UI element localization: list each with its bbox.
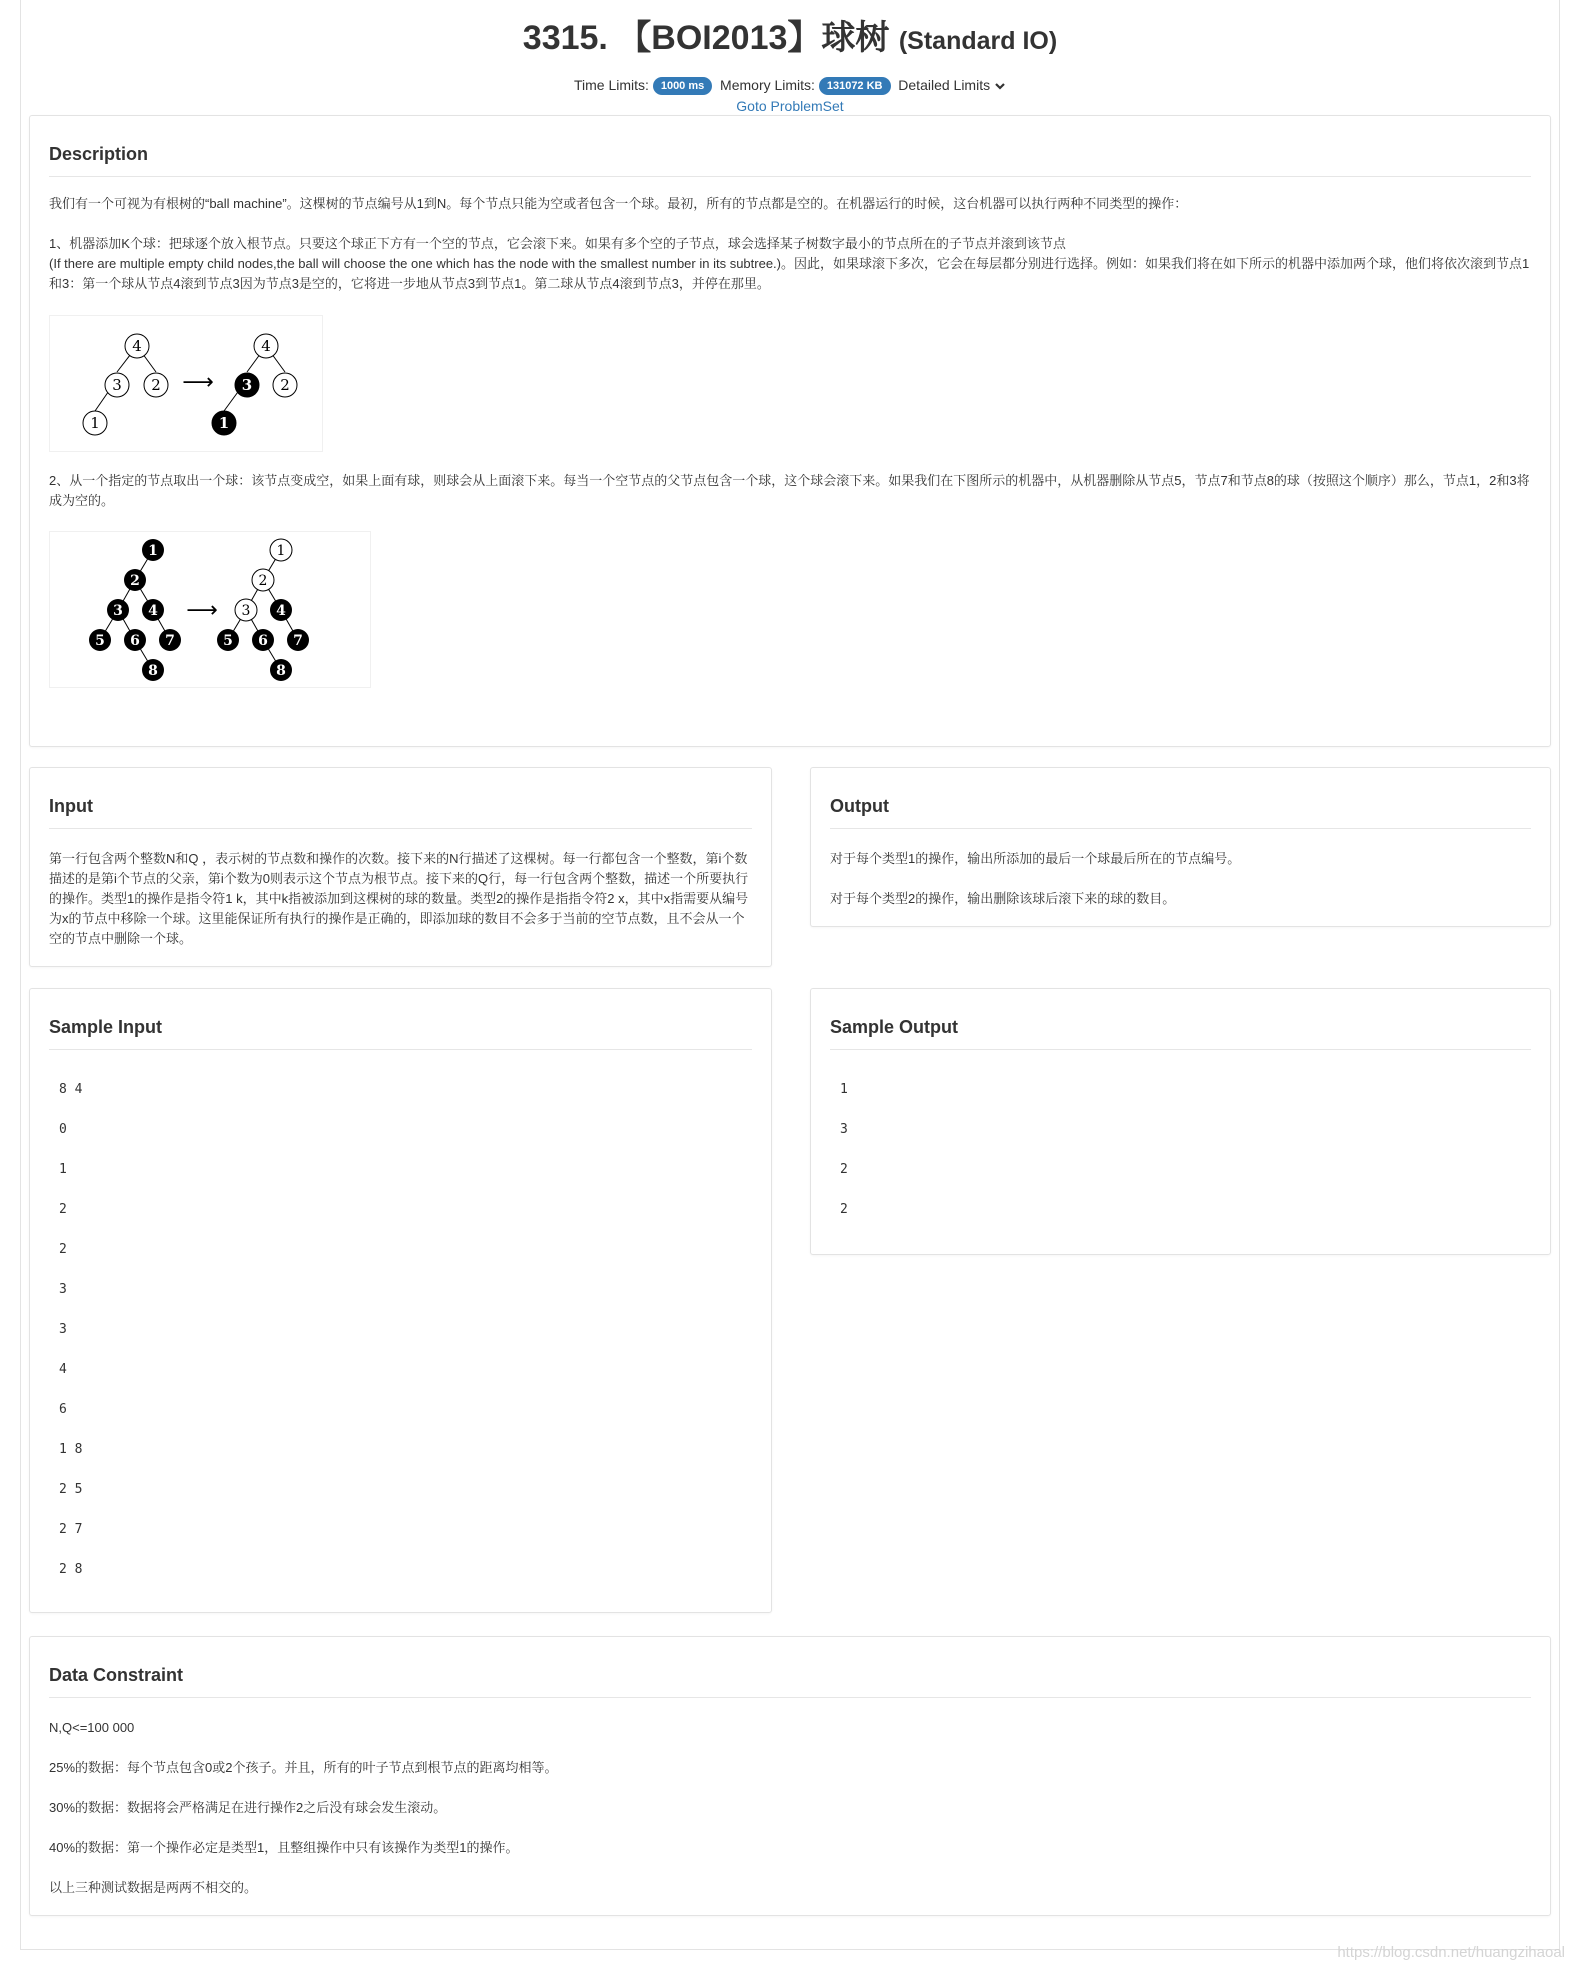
sample-output-line: 1 [840, 1082, 848, 1097]
fig1-right-label-1: 1 [218, 414, 230, 432]
sample-output-line: 3 [840, 1122, 848, 1137]
fig2-left-label-8: 8 [148, 663, 158, 679]
description-paragraph-1: 我们有一个可视为有根树的“ball machine”。这棵树的节点编号从1到N。每个节点只能为空或者包含一个球。最初，所有的节点都是空的。在机器运行的时候，这台机器可以执行两种不同类型的操作： [49, 196, 1188, 211]
sample-output-line: 2 [840, 1202, 848, 1217]
detailed-limits-label: Detailed Limits [898, 77, 991, 93]
sample-input-line: 2 [59, 1202, 67, 1217]
fig2-right-label-5: 5 [223, 633, 233, 649]
fig2-left-label-2: 2 [130, 573, 140, 589]
fig2-right-label-8: 8 [276, 663, 286, 679]
constraint-line: 25%的数据：每个节点包含0或2个孩子。并且，所有的叶子节点到根节点的距离均相等。 [49, 1760, 558, 1775]
problem-header [21, 0, 1559, 116]
sample-input-block [49, 1080, 752, 1580]
ball-machine-figure-2 [49, 531, 371, 688]
fig1-left-label-4: 4 [132, 337, 142, 355]
sample-input-line: 8 4 [59, 1082, 83, 1097]
output-heading: Output [830, 794, 1531, 829]
title-subtitle: (Standard IO) [898, 27, 1058, 55]
fig1-arrow: ⟶ [182, 370, 214, 395]
fig2-right-label-3: 3 [241, 603, 251, 619]
detailed-limits-toggle[interactable] [898, 77, 1006, 93]
chevron-down-icon [994, 76, 1006, 96]
sample-output-line: 2 [840, 1162, 848, 1177]
input-text: 第一行包含两个整数N和Q ，表示树的节点数和操作的次数。接下来的N行描述了这棵树。每一行都包含一个整数，第i个数描述的是第i个节点的父亲，第i个数为0则表示这个节点为根节点。接下来的Q行，每一行包含两个整数，描述一个所要执行的操作。类型1的操作是指令符1 k，其中k指被添加到这棵树的球的数量。类型2的操作是指指令符2 x，其中x指需要从编号为x的节点中移除一个球。这里能保证所有执行的操作是正确的，即添加球的数目不会多于当前的空节点数，且不会从一个空的节点中删除一个球。 [49, 851, 749, 946]
sample-input-line: 3 [59, 1322, 67, 1337]
memory-limit-badge: 131072 KB [819, 77, 891, 95]
sample-input-heading: Sample Input [49, 1015, 752, 1050]
sample-input-line: 2 [59, 1242, 67, 1257]
sample-input-line: 2 7 [59, 1522, 83, 1537]
sample-input-line: 2 5 [59, 1482, 83, 1497]
output-line-2: 对于每个类型2的操作，输出删除该球后滚下来的球的数目。 [830, 891, 1176, 906]
title-text: 3315. 【BOI2013】球树 [522, 19, 890, 57]
figure-1-svg [50, 316, 322, 451]
fig2-left-label-1: 1 [148, 543, 158, 559]
output-line-1: 对于每个类型1的操作，输出所添加的最后一个球最后所在的节点编号。 [830, 851, 1241, 866]
fig2-right-label-2: 2 [258, 573, 268, 589]
sample-input-line: 2 8 [59, 1562, 83, 1577]
memory-limit-label: Memory Limits: [720, 77, 815, 93]
fig2-right-label-4: 4 [276, 603, 286, 619]
limits-bar [21, 75, 1559, 96]
page-title [21, 14, 1559, 65]
data-constraint-heading: Data Constraint [49, 1663, 1531, 1698]
figure-2-svg [50, 532, 370, 687]
sample-output-block [830, 1080, 1531, 1220]
sample-input-line: 6 [59, 1402, 67, 1417]
constraint-line: 以上三种测试数据是两两不相交的。 [49, 1880, 258, 1895]
fig1-left-label-2: 2 [151, 376, 161, 394]
description-heading: Description [49, 142, 1531, 177]
description-paragraph-3: 2、从一个指定的节点取出一个球：该节点变成空，如果上面有球，则球会从上面滚下来。每当一个空节点的父节点包含一个球，这个球会滚下来。如果我们在下图所示的机器中，从机器删除从节点5，节点7和节点8的球（按照这个顺序）那么，节点1，2和3将成为空的。 [49, 473, 1530, 508]
fig2-right-label-6: 6 [258, 633, 268, 649]
description-paragraph-2b: (If there are multiple empty child nodes,the ball will choose the one which has the node with the smallest number in its subtree.)。因此，如果球滚下多次，它会在每层都分别进行选择。例如：如果我们将在如下所示的机器中添加两个球，他们将依次滚到节点1和3：第一个球从节点4滚到节点3因为节点3是空的，它将进一步地从节点3到节点1。第二球从节点4滚到节点3，并停在那里。 [49, 256, 1530, 291]
fig2-left-label-3: 3 [113, 603, 123, 619]
description-paragraph-2a: 1、机器添加K个球：把球逐个放入根节点。只要这个球正下方有一个空的节点，它会滚下来。如果有多个空的子节点，球会选择某子树数字最小的节点所在的子节点并滚到该节点 [49, 236, 1066, 251]
fig1-right-label-4: 4 [261, 337, 271, 355]
time-limit-badge: 1000 ms [653, 77, 712, 95]
sample-input-line: 1 8 [59, 1442, 83, 1457]
fig2-left-label-7: 7 [165, 633, 175, 649]
sample-input-line: 3 [59, 1282, 67, 1297]
data-constraint-panel [29, 1636, 1551, 1916]
sample-input-line: 0 [59, 1122, 67, 1137]
watermark: https://blog.csdn.net/huangzihaoal [1337, 1944, 1565, 1961]
constraint-line: 30%的数据：数据将会严格满足在进行操作2之后没有球会发生滚动。 [49, 1800, 447, 1815]
sample-input-line: 4 [59, 1362, 67, 1377]
sample-output-panel [810, 988, 1551, 1255]
goto-problemset-link[interactable]: Goto ProblemSet [736, 98, 844, 115]
fig1-left-label-1: 1 [90, 414, 100, 432]
fig1-left-label-3: 3 [112, 376, 122, 394]
fig2-left-label-6: 6 [130, 633, 140, 649]
description-panel [29, 115, 1551, 747]
input-heading: Input [49, 794, 752, 829]
input-panel [29, 767, 772, 967]
fig2-arrow: ⟶ [186, 598, 218, 623]
output-panel [810, 767, 1551, 927]
fig2-right-label-7: 7 [293, 633, 303, 649]
fig2-right-label-1: 1 [276, 543, 286, 559]
fig1-right-label-3: 3 [241, 376, 253, 394]
problem-container [20, 0, 1560, 1950]
constraint-line: N,Q<=100 000 [49, 1720, 135, 1735]
fig1-right-label-2: 2 [280, 376, 290, 394]
ball-machine-figure-1 [49, 315, 323, 452]
time-limit-label: Time Limits: [574, 77, 649, 93]
sample-input-panel [29, 988, 772, 1613]
fig2-left-label-4: 4 [148, 603, 158, 619]
fig2-left-label-5: 5 [95, 633, 105, 649]
sample-output-heading: Sample Output [830, 1015, 1531, 1050]
sample-input-line: 1 [59, 1162, 67, 1177]
constraint-line: 40%的数据：第一个操作必定是类型1，且整组操作中只有该操作为类型1的操作。 [49, 1840, 519, 1855]
